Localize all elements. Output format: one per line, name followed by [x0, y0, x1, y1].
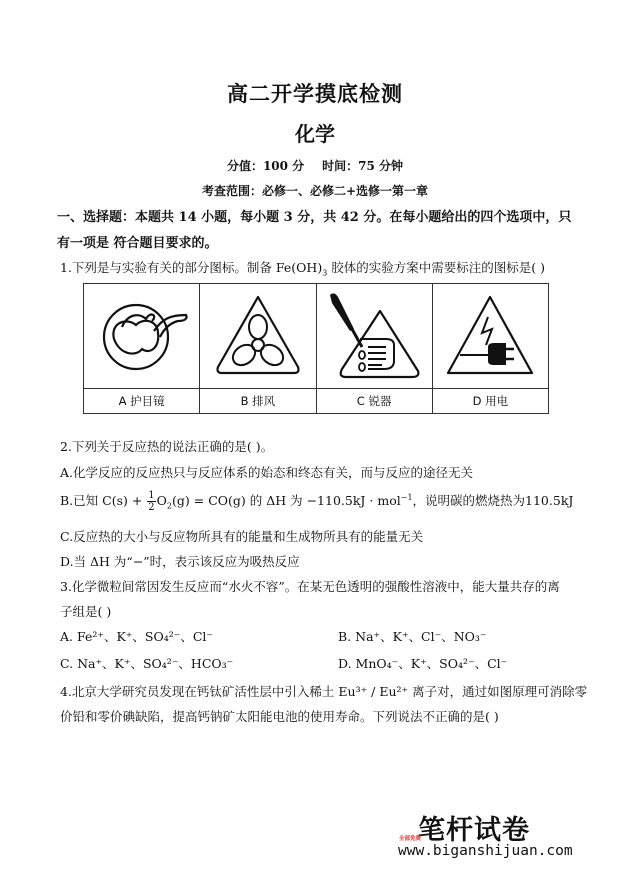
- icon-table: [83, 283, 549, 414]
- score-label: 分值：100 分: [226, 159, 305, 173]
- question-3-stem-line2: 子组是( ): [60, 604, 112, 619]
- question-3-option-d: D. MnO₄⁻、K⁺、SO₄²⁻、Cl⁻: [338, 656, 508, 671]
- icon-label-c: C 锐器: [316, 389, 432, 414]
- icon-cell-d: [432, 284, 548, 389]
- icon-cell-b: [200, 284, 316, 389]
- question-2-option-a: A.化学反应的反应热只与反应体系的始态和终态有关，而与反应的途径无关: [60, 465, 474, 480]
- question-2-stem: 2.下列关于反应热的说法正确的是( )。: [60, 439, 274, 454]
- question-3-option-a: A. Fe²⁺、K⁺、SO₄²⁻、Cl⁻: [60, 629, 213, 644]
- question-2-option-c: C.反应热的大小与反应物所具有的能量和生成物所具有的能量无关: [60, 529, 424, 544]
- ventilation-fan-icon: [208, 289, 308, 379]
- watermark-brand: 笔杆试卷: [418, 815, 530, 846]
- time-label: 时间：75 分钟: [322, 159, 404, 173]
- goggles-icon: [92, 289, 192, 379]
- sharp-object-icon: [324, 289, 424, 379]
- question-2-option-b: B.已知 C(s) + $\frac{1}{2}$ $O_2(g) = CO(g)$ 的 ΔH 为 −110.5kJ · mol$^{-1}$，说明碳的燃烧热为110.5kJ: [60, 490, 574, 513]
- icon-label-a: A 护目镜: [84, 389, 200, 414]
- section-heading: 一、选择题：本题共 14 小题，每小题 3 分，共 42 分。在每小题给出的四个选项中，只有一项是 符合题目要求的。: [57, 210, 572, 251]
- icon-cell-c: [316, 284, 432, 389]
- question-3-option-c: C. Na⁺、K⁺、SO₄²⁻、HCO₃⁻: [60, 656, 234, 671]
- icon-label-b: B 排风: [200, 389, 316, 414]
- question-3-stem-line1: 3.化学微粒间常因发生反应而“水火不容”。在某无色透明的强酸性溶液中，能大量共存的离: [60, 579, 560, 594]
- exam-title: 高二开学摸底检测: [227, 82, 403, 106]
- question-4-stem-line2: 价铅和零价碘缺陷，提高钙钠矿太阳能电池的使用寿命。下列说法不正确的是( ): [60, 709, 499, 724]
- exam-scope: 考查范围：必修一、必修二+选修一第一章: [201, 184, 429, 198]
- icon-label-d: D 用电: [432, 389, 548, 414]
- exam-meta: [0, 157, 630, 174]
- question-3-options-row1: [60, 627, 487, 645]
- watermark-url: www.biganshijuan.com: [398, 843, 573, 859]
- exam-subject: 化学: [295, 122, 335, 146]
- electricity-hazard-icon: [440, 289, 540, 379]
- question-4-stem-line1: 4.北京大学研究员发现在钙钛矿活性层中引入稀土 Eu³⁺ / Eu²⁺ 离子对，通过如图原理可消除零: [60, 684, 588, 699]
- question-3-options-row2: [60, 654, 508, 672]
- question-1-stem: 1.下列是与实验有关的部分图标。制备 $Fe(OH)_3$ 胶体的实验方案中需要标注的图标是( ): [60, 260, 545, 278]
- icon-cell-a: [84, 284, 200, 389]
- watermark-free-tag: 全部免费: [399, 836, 422, 842]
- question-3-option-b: B. Na⁺、K⁺、Cl⁻、NO₃⁻: [338, 629, 487, 644]
- fraction: $\frac{1}{2}$: [148, 490, 155, 513]
- question-2-option-d: D.当 ΔH 为“−”时，表示该反应为吸热反应: [60, 554, 300, 569]
